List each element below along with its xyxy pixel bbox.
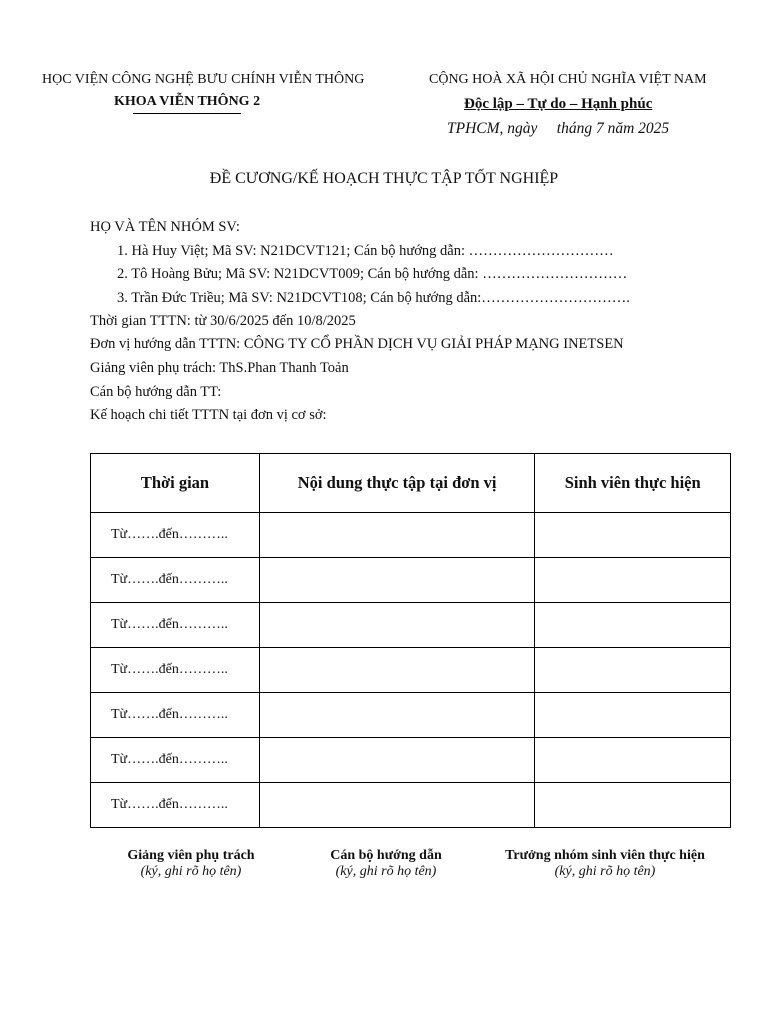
plan-table — [90, 453, 731, 828]
cell-student — [535, 693, 731, 738]
table-row — [91, 603, 731, 648]
page-title: ĐỀ CƯƠNG/KẾ HOẠCH THỰC TẬP TỐT NGHIỆP — [209, 170, 559, 187]
signature-lecturer — [91, 848, 291, 880]
member-item: 3. Trần Đức Triều; Mã SV: N21DCVT108; Cán bộ hướng dẫn:…………………………. — [117, 290, 630, 306]
country-name: CỘNG HOÀ XÃ HỘI CHỦ NGHĨA VIỆT NAM — [429, 72, 707, 87]
cell-student — [535, 783, 731, 828]
cell-content — [259, 558, 534, 603]
table-row — [91, 738, 731, 783]
header-time: Thời gian — [91, 454, 260, 513]
supervisor-label: Cán bộ hướng dẫn TT: — [90, 384, 222, 400]
faculty-name — [113, 94, 261, 110]
table-row — [91, 513, 731, 558]
cell-content — [259, 783, 534, 828]
cell-content — [259, 513, 534, 558]
cell-time: Từ…….đến……….. — [91, 783, 260, 828]
table-row — [91, 648, 731, 693]
cell-time: Từ…….đến……….. — [91, 648, 260, 693]
cell-student — [535, 738, 731, 783]
institute-name: HỌC VIỆN CÔNG NGHỆ BƯU CHÍNH VIỄN THÔNG — [42, 72, 365, 87]
faculty-underline — [133, 113, 241, 114]
signature-supervisor — [286, 848, 486, 880]
table-header-row — [91, 454, 731, 513]
table-row — [91, 693, 731, 738]
cell-content — [259, 738, 534, 783]
member-item: 2. Tô Hoàng Bửu; Mã SV: N21DCVT009; Cán bộ hướng dẫn: ………………………… — [117, 266, 628, 282]
host-unit: Đơn vị hướng dẫn TTTN: CÔNG TY CỔ PHẦN DỊCH VỤ GIẢI PHÁP MẠNG INETSEN — [90, 336, 624, 352]
cell-student — [535, 513, 731, 558]
cell-student — [535, 558, 731, 603]
cell-student — [535, 603, 731, 648]
cell-time: Từ…….đến……….. — [91, 603, 260, 648]
signature-title: Trưởng nhóm sinh viên thực hiện — [505, 848, 705, 863]
cell-content — [259, 693, 534, 738]
cell-time: Từ…….đến……….. — [91, 693, 260, 738]
header-student: Sinh viên thực hiện — [535, 454, 731, 513]
signature-group-leader — [485, 848, 725, 880]
lecturer-in-charge: Giảng viên phụ trách: ThS.Phan Thanh Toản — [90, 360, 349, 376]
signature-title: Giảng viên phụ trách — [127, 848, 255, 863]
cell-time: Từ…….đến……….. — [91, 738, 260, 783]
member-item: 1. Hà Huy Việt; Mã SV: N21DCVT121; Cán bộ hướng dẫn: ………………………… — [117, 243, 614, 259]
signature-note: (ký, ghi rõ họ tên) — [140, 864, 242, 879]
cell-content — [259, 648, 534, 693]
table-row — [91, 558, 731, 603]
motto: Độc lập – Tự do – Hạnh phúc — [464, 96, 653, 112]
signature-note: (ký, ghi rõ họ tên) — [335, 864, 437, 879]
table-row — [91, 783, 731, 828]
signature-note: (ký, ghi rõ họ tên) — [554, 864, 656, 879]
place-date: TPHCM, ngày tháng 7 năm 2025 — [447, 120, 670, 137]
faculty-name-text: KHOA VIỄN THÔNG 2 — [113, 94, 261, 109]
cell-student — [535, 648, 731, 693]
header-content: Nội dung thực tập tại đơn vị — [259, 454, 534, 513]
cell-time: Từ…….đến……….. — [91, 558, 260, 603]
cell-content — [259, 603, 534, 648]
cell-time: Từ…….đến……….. — [91, 513, 260, 558]
group-label: HỌ VÀ TÊN NHÓM SV: — [90, 219, 240, 235]
signature-title: Cán bộ hướng dẫn — [330, 848, 442, 863]
plan-label: Kế hoạch chi tiết TTTN tại đơn vị cơ sở: — [90, 407, 327, 423]
internship-time: Thời gian TTTN: từ 30/6/2025 đến 10/8/2025 — [90, 313, 356, 329]
